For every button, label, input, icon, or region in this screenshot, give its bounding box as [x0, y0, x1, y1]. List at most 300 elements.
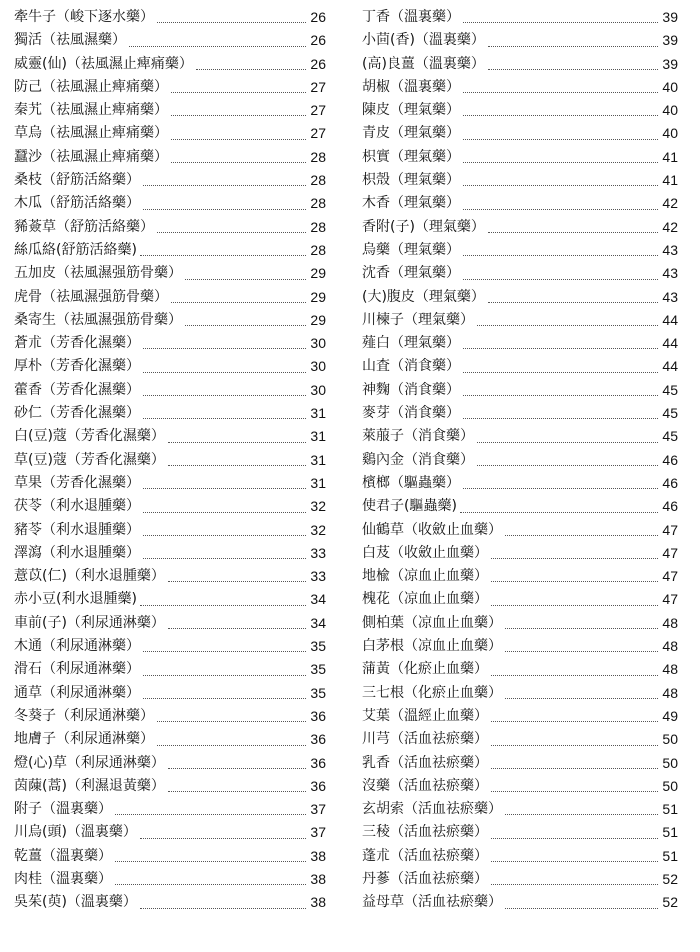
- dot-leader: [143, 395, 306, 396]
- index-entry: [14, 122, 326, 145]
- entry-page-number: 27: [310, 125, 326, 142]
- index-entry: [362, 845, 678, 868]
- index-entry: [362, 286, 678, 309]
- dot-leader: [143, 558, 306, 559]
- entry-page-number: 39: [662, 55, 678, 72]
- index-entry: [14, 309, 326, 332]
- dot-leader: [488, 232, 658, 233]
- dot-leader: [168, 628, 306, 629]
- entry-name: 藿香（芳香化濕藥）: [14, 381, 140, 398]
- dot-leader: [168, 465, 306, 466]
- index-entry: [14, 262, 326, 285]
- entry-name: 白(豆)蔻（芳香化濕藥）: [14, 428, 165, 445]
- dot-leader: [143, 512, 306, 513]
- index-entry: [14, 29, 326, 52]
- entry-page-number: 30: [310, 335, 326, 352]
- index-entry: [362, 309, 678, 332]
- entry-page-number: 38: [310, 894, 326, 911]
- entry-page-number: 44: [662, 358, 678, 375]
- dot-leader: [157, 745, 306, 746]
- dot-leader: [491, 675, 658, 676]
- index-entry: [14, 495, 326, 518]
- dot-leader: [157, 22, 306, 23]
- index-entry: [14, 449, 326, 472]
- entry-name: 豬苓（利水退腫藥）: [14, 521, 140, 538]
- entry-page-number: 39: [662, 32, 678, 49]
- entry-page-number: 31: [310, 405, 326, 422]
- entry-name: 仙鶴草（收斂止血藥）: [362, 521, 502, 538]
- dot-leader: [463, 255, 658, 256]
- dot-leader: [143, 209, 306, 210]
- entry-page-number: 42: [662, 218, 678, 235]
- dot-leader: [143, 185, 306, 186]
- entry-name: 秦艽（祛風濕止痺痛藥）: [14, 102, 168, 119]
- index-entry: [14, 76, 326, 99]
- entry-name: 枳實（理氣藥）: [362, 148, 460, 165]
- dot-leader: [196, 69, 306, 70]
- index-entry: [14, 192, 326, 215]
- dot-leader: [171, 92, 306, 93]
- dot-leader: [463, 372, 658, 373]
- entry-page-number: 38: [310, 847, 326, 864]
- entry-name: 側柏葉（凉血止血藥）: [362, 614, 502, 631]
- index-entry: [362, 752, 678, 775]
- entry-name: 牽牛子（峻下逐水藥）: [14, 9, 154, 25]
- dot-leader: [143, 675, 306, 676]
- index-entry: [362, 332, 678, 355]
- index-entry: [362, 472, 678, 495]
- index-entry: [362, 495, 678, 518]
- entry-page-number: 29: [310, 311, 326, 328]
- index-entry: [362, 705, 678, 728]
- entry-name: 草(豆)蔻（芳香化濕藥）: [14, 451, 165, 468]
- entry-page-number: 46: [662, 498, 678, 515]
- entry-name: 威靈(仙)（祛風濕止痺痛藥）: [14, 55, 193, 72]
- index-entry: [362, 402, 678, 425]
- entry-page-number: 45: [662, 405, 678, 422]
- dot-leader: [460, 512, 658, 513]
- entry-page-number: 34: [310, 614, 326, 631]
- index-entry: [14, 705, 326, 728]
- entry-page-number: 47: [662, 544, 678, 561]
- entry-page-number: 44: [662, 311, 678, 328]
- entry-name: 五加皮（祛風濕强筋骨藥）: [14, 265, 182, 282]
- dot-leader: [185, 325, 306, 326]
- entry-name: 萊菔子（消食藥）: [362, 428, 474, 445]
- dot-leader: [140, 255, 306, 256]
- index-entry: [362, 53, 678, 76]
- entry-name: 丹蔘（活血祛瘀藥）: [362, 870, 488, 887]
- dot-leader: [463, 92, 658, 93]
- dot-leader: [505, 651, 658, 652]
- index-entry: [362, 425, 678, 448]
- index-entry: [362, 612, 678, 635]
- dot-leader: [463, 279, 658, 280]
- entry-page-number: 38: [310, 870, 326, 887]
- index-entry: [362, 565, 678, 588]
- entry-name: 鷄內金（消食藥）: [362, 451, 474, 468]
- dot-leader: [143, 372, 306, 373]
- index-entry: [14, 53, 326, 76]
- entry-name: 乾薑（溫裏藥）: [14, 847, 112, 864]
- dot-leader: [488, 69, 658, 70]
- entry-page-number: 35: [310, 661, 326, 678]
- index-entry: [362, 122, 678, 145]
- entry-page-number: 32: [310, 498, 326, 515]
- entry-page-number: 33: [310, 544, 326, 561]
- entry-name: 使君子(驅蟲藥): [362, 498, 457, 515]
- index-entry: [362, 635, 678, 658]
- entry-page-number: 28: [310, 195, 326, 212]
- entry-page-number: 44: [662, 335, 678, 352]
- dot-leader: [477, 442, 658, 443]
- dot-leader: [463, 209, 658, 210]
- dot-leader: [491, 884, 658, 885]
- entry-name: 山査（消食藥）: [362, 358, 460, 375]
- index-entry: [362, 99, 678, 122]
- entry-page-number: 36: [310, 754, 326, 771]
- dot-leader: [488, 46, 658, 47]
- index-entry: [362, 239, 678, 262]
- dot-leader: [168, 768, 306, 769]
- entry-name: 玄胡索（活血祛瘀藥）: [362, 801, 502, 818]
- entry-page-number: 40: [662, 78, 678, 95]
- index-entry: [14, 682, 326, 705]
- entry-name: 厚朴（芳香化濕藥）: [14, 358, 140, 375]
- entry-name: 神麴（消食藥）: [362, 381, 460, 398]
- entry-name: 木香（理氣藥）: [362, 195, 460, 212]
- entry-name: 滑石（利尿通淋藥）: [14, 661, 140, 678]
- index-entry: [14, 472, 326, 495]
- entry-page-number: 40: [662, 102, 678, 119]
- entry-name: 陳皮（理氣藥）: [362, 102, 460, 119]
- entry-page-number: 51: [662, 847, 678, 864]
- entry-name: 車前(子)（利尿通淋藥）: [14, 614, 165, 631]
- dot-leader: [477, 325, 658, 326]
- entry-page-number: 37: [310, 801, 326, 818]
- dot-leader: [463, 22, 658, 23]
- dot-leader: [143, 651, 306, 652]
- index-entry: [362, 192, 678, 215]
- index-entry: [14, 6, 326, 29]
- index-entry: [14, 728, 326, 751]
- index-entry: [362, 658, 678, 681]
- dot-leader: [463, 139, 658, 140]
- dot-leader: [115, 884, 306, 885]
- index-entry: [14, 355, 326, 378]
- entry-page-number: 28: [310, 148, 326, 165]
- dot-leader: [505, 535, 658, 536]
- index-entry: [362, 728, 678, 751]
- entry-page-number: 51: [662, 801, 678, 818]
- index-entry: [14, 99, 326, 122]
- entry-page-number: 41: [662, 172, 678, 189]
- entry-name: 小茴(香)（溫裏藥）: [362, 32, 485, 49]
- dot-leader: [505, 628, 658, 629]
- index-entry: [14, 332, 326, 355]
- entry-name: 槐花（凉血止血藥）: [362, 591, 488, 608]
- entry-name: 川楝子（理氣藥）: [362, 311, 474, 328]
- entry-page-number: 27: [310, 78, 326, 95]
- dot-leader: [157, 721, 306, 722]
- entry-name: 草果（芳香化濕藥）: [14, 474, 140, 491]
- entry-name: 赤小豆(利水退腫藥): [14, 591, 137, 608]
- index-entry: [362, 542, 678, 565]
- entry-page-number: 50: [662, 777, 678, 794]
- entry-page-number: 50: [662, 731, 678, 748]
- entry-page-number: 45: [662, 381, 678, 398]
- entry-name: 桑寄生（祛風濕强筋骨藥）: [14, 311, 182, 328]
- dot-leader: [171, 162, 306, 163]
- entry-name: 附子（溫裏藥）: [14, 801, 112, 818]
- dot-leader: [129, 46, 306, 47]
- dot-leader: [505, 814, 658, 815]
- entry-name: 絲瓜絡(舒筋活絡藥): [14, 241, 137, 258]
- entry-page-number: 26: [310, 55, 326, 72]
- index-entry: [362, 891, 678, 914]
- dot-leader: [115, 814, 306, 815]
- dot-leader: [491, 768, 658, 769]
- index-entry: [14, 775, 326, 798]
- entry-page-number: 46: [662, 451, 678, 468]
- dot-leader: [491, 861, 658, 862]
- index-entry: [14, 845, 326, 868]
- entry-name: 虎骨（祛風濕强筋骨藥）: [14, 288, 168, 305]
- index-entry: [362, 6, 678, 29]
- entry-name: 丁香（溫裏藥）: [362, 9, 460, 25]
- entry-name: 肉桂（溫裏藥）: [14, 870, 112, 887]
- index-entry: [362, 29, 678, 52]
- entry-name: 獨活（祛風濕藥）: [14, 32, 126, 49]
- dot-leader: [463, 488, 658, 489]
- dot-leader: [143, 348, 306, 349]
- index-entry: [14, 239, 326, 262]
- index-entry: [362, 588, 678, 611]
- index-entry: [362, 519, 678, 542]
- index-column-left: [14, 6, 326, 915]
- entry-name: 白茅根（凉血止血藥）: [362, 638, 502, 655]
- dot-leader: [463, 115, 658, 116]
- entry-name: 蒼朮（芳香化濕藥）: [14, 335, 140, 352]
- index-entry: [14, 635, 326, 658]
- entry-name: (大)腹皮（理氣藥）: [362, 288, 485, 305]
- entry-page-number: 31: [310, 428, 326, 445]
- entry-page-number: 48: [662, 614, 678, 631]
- dot-leader: [491, 558, 658, 559]
- entry-page-number: 42: [662, 195, 678, 212]
- index-entry: [14, 169, 326, 192]
- dot-leader: [463, 418, 658, 419]
- entry-page-number: 35: [310, 684, 326, 701]
- entry-name: 青皮（理氣藥）: [362, 125, 460, 142]
- index-entry: [362, 262, 678, 285]
- dot-leader: [115, 861, 306, 862]
- index-entry: [14, 798, 326, 821]
- entry-page-number: 52: [662, 894, 678, 911]
- index-entry: [362, 76, 678, 99]
- entry-page-number: 34: [310, 591, 326, 608]
- index-entry: [14, 425, 326, 448]
- entry-page-number: 47: [662, 591, 678, 608]
- index-entry: [362, 868, 678, 891]
- entry-name: 三七根（化瘀止血藥）: [362, 684, 502, 701]
- dot-leader: [168, 791, 306, 792]
- dot-leader: [505, 908, 658, 909]
- entry-name: 乳香（活血祛瘀藥）: [362, 754, 488, 771]
- dot-leader: [491, 791, 658, 792]
- dot-leader: [143, 535, 306, 536]
- index-entry: [14, 821, 326, 844]
- entry-page-number: 36: [310, 707, 326, 724]
- dot-leader: [168, 442, 306, 443]
- entry-name: 草烏（祛風濕止痺痛藥）: [14, 125, 168, 142]
- dot-leader: [171, 302, 306, 303]
- index-entry: [14, 402, 326, 425]
- entry-name: 桑枝（舒筋活絡藥）: [14, 172, 140, 189]
- entry-name: 烏藥（理氣藥）: [362, 241, 460, 258]
- entry-page-number: 28: [310, 241, 326, 258]
- entry-name: 木瓜（舒筋活絡藥）: [14, 195, 140, 212]
- index-entry: [362, 355, 678, 378]
- entry-name: 檳榔（驅蟲藥）: [362, 474, 460, 491]
- entry-name: 沈香（理氣藥）: [362, 265, 460, 282]
- entry-name: 薏苡(仁)（利水退腫藥）: [14, 568, 165, 585]
- entry-page-number: 26: [310, 9, 326, 25]
- entry-page-number: 41: [662, 148, 678, 165]
- index-entry: [14, 588, 326, 611]
- index-entry: [362, 821, 678, 844]
- entry-page-number: 29: [310, 265, 326, 282]
- entry-name: 三稜（活血祛瘀藥）: [362, 824, 488, 841]
- dot-leader: [491, 745, 658, 746]
- dot-leader: [488, 302, 658, 303]
- entry-name: 蓬朮（活血祛瘀藥）: [362, 847, 488, 864]
- index-entry: [14, 752, 326, 775]
- entry-page-number: 26: [310, 32, 326, 49]
- entry-name: 防己（祛風濕止痺痛藥）: [14, 78, 168, 95]
- entry-page-number: 52: [662, 870, 678, 887]
- entry-page-number: 40: [662, 125, 678, 142]
- dot-leader: [140, 605, 306, 606]
- entry-page-number: 46: [662, 474, 678, 491]
- index-entry: [14, 542, 326, 565]
- entry-name: 香附(子)（理氣藥）: [362, 218, 485, 235]
- dot-leader: [491, 838, 658, 839]
- index-entry: [14, 868, 326, 891]
- entry-name: 地楡（凉血止血藥）: [362, 568, 488, 585]
- entry-page-number: 39: [662, 9, 678, 25]
- dot-leader: [463, 395, 658, 396]
- entry-page-number: 32: [310, 521, 326, 538]
- entry-name: 茵蔯(蒿)（利濕退黃藥）: [14, 777, 165, 794]
- index-entry: [14, 658, 326, 681]
- index-entry: [362, 216, 678, 239]
- entry-name: 地膚子（利尿通淋藥）: [14, 731, 154, 748]
- dot-leader: [143, 488, 306, 489]
- dot-leader: [140, 838, 306, 839]
- entry-name: 蠶沙（祛風濕止痺痛藥）: [14, 148, 168, 165]
- entry-name: 蒲黃（化瘀止血藥）: [362, 661, 488, 678]
- entry-name: 益母草（活血祛瘀藥）: [362, 894, 502, 911]
- entry-name: 砂仁（芳香化濕藥）: [14, 405, 140, 422]
- index-entry: [362, 146, 678, 169]
- dot-leader: [143, 418, 306, 419]
- entry-page-number: 37: [310, 824, 326, 841]
- entry-page-number: 47: [662, 568, 678, 585]
- entry-name: 川芎（活血祛瘀藥）: [362, 731, 488, 748]
- dot-leader: [491, 605, 658, 606]
- entry-page-number: 30: [310, 358, 326, 375]
- entry-name: 白芨（收斂止血藥）: [362, 544, 488, 561]
- index-entry: [14, 565, 326, 588]
- entry-page-number: 27: [310, 102, 326, 119]
- entry-page-number: 50: [662, 754, 678, 771]
- dot-leader: [491, 721, 658, 722]
- index-entry: [14, 891, 326, 914]
- entry-name: 薤白（理氣藥）: [362, 335, 460, 352]
- entry-page-number: 47: [662, 521, 678, 538]
- entry-name: 豨薟草（舒筋活絡藥）: [14, 218, 154, 235]
- entry-name: 冬葵子（利尿通淋藥）: [14, 707, 154, 724]
- entry-page-number: 31: [310, 474, 326, 491]
- entry-name: 艾葉（溫經止血藥）: [362, 707, 488, 724]
- entry-name: 枳殼（理氣藥）: [362, 172, 460, 189]
- index-entry: [362, 169, 678, 192]
- dot-leader: [140, 908, 306, 909]
- index-entry: [14, 519, 326, 542]
- dot-leader: [505, 698, 658, 699]
- entry-page-number: 51: [662, 824, 678, 841]
- entry-name: 沒藥（活血祛瘀藥）: [362, 777, 488, 794]
- index-entry: [362, 682, 678, 705]
- entry-name: 澤瀉（利水退腫藥）: [14, 544, 140, 561]
- entry-page-number: 28: [310, 172, 326, 189]
- entry-page-number: 31: [310, 451, 326, 468]
- index-entry: [14, 379, 326, 402]
- entry-page-number: 35: [310, 638, 326, 655]
- dot-leader: [171, 139, 306, 140]
- entry-page-number: 48: [662, 684, 678, 701]
- entry-page-number: 36: [310, 777, 326, 794]
- index-entry: [14, 216, 326, 239]
- entry-name: 茯苓（利水退腫藥）: [14, 498, 140, 515]
- index-entry: [362, 449, 678, 472]
- dot-leader: [143, 698, 306, 699]
- dot-leader: [185, 279, 306, 280]
- index-entry: [362, 379, 678, 402]
- entry-page-number: 30: [310, 381, 326, 398]
- entry-name: 吳茱(萸)（溫裏藥）: [14, 894, 137, 911]
- index-entry: [14, 146, 326, 169]
- entry-page-number: 49: [662, 707, 678, 724]
- entry-name: (高)良薑（溫裏藥）: [362, 55, 485, 72]
- dot-leader: [477, 465, 658, 466]
- dot-leader: [157, 232, 306, 233]
- entry-page-number: 48: [662, 638, 678, 655]
- index-entry: [362, 775, 678, 798]
- entry-name: 燈(心)草（利尿通淋藥）: [14, 754, 165, 771]
- index-column-right: [362, 6, 678, 915]
- entry-name: 川烏(頭)（溫裏藥）: [14, 824, 137, 841]
- dot-leader: [463, 185, 658, 186]
- entry-page-number: 43: [662, 288, 678, 305]
- dot-leader: [491, 581, 658, 582]
- dot-leader: [171, 115, 306, 116]
- entry-name: 胡椒（溫裏藥）: [362, 78, 460, 95]
- entry-page-number: 43: [662, 265, 678, 282]
- entry-page-number: 43: [662, 241, 678, 258]
- entry-page-number: 48: [662, 661, 678, 678]
